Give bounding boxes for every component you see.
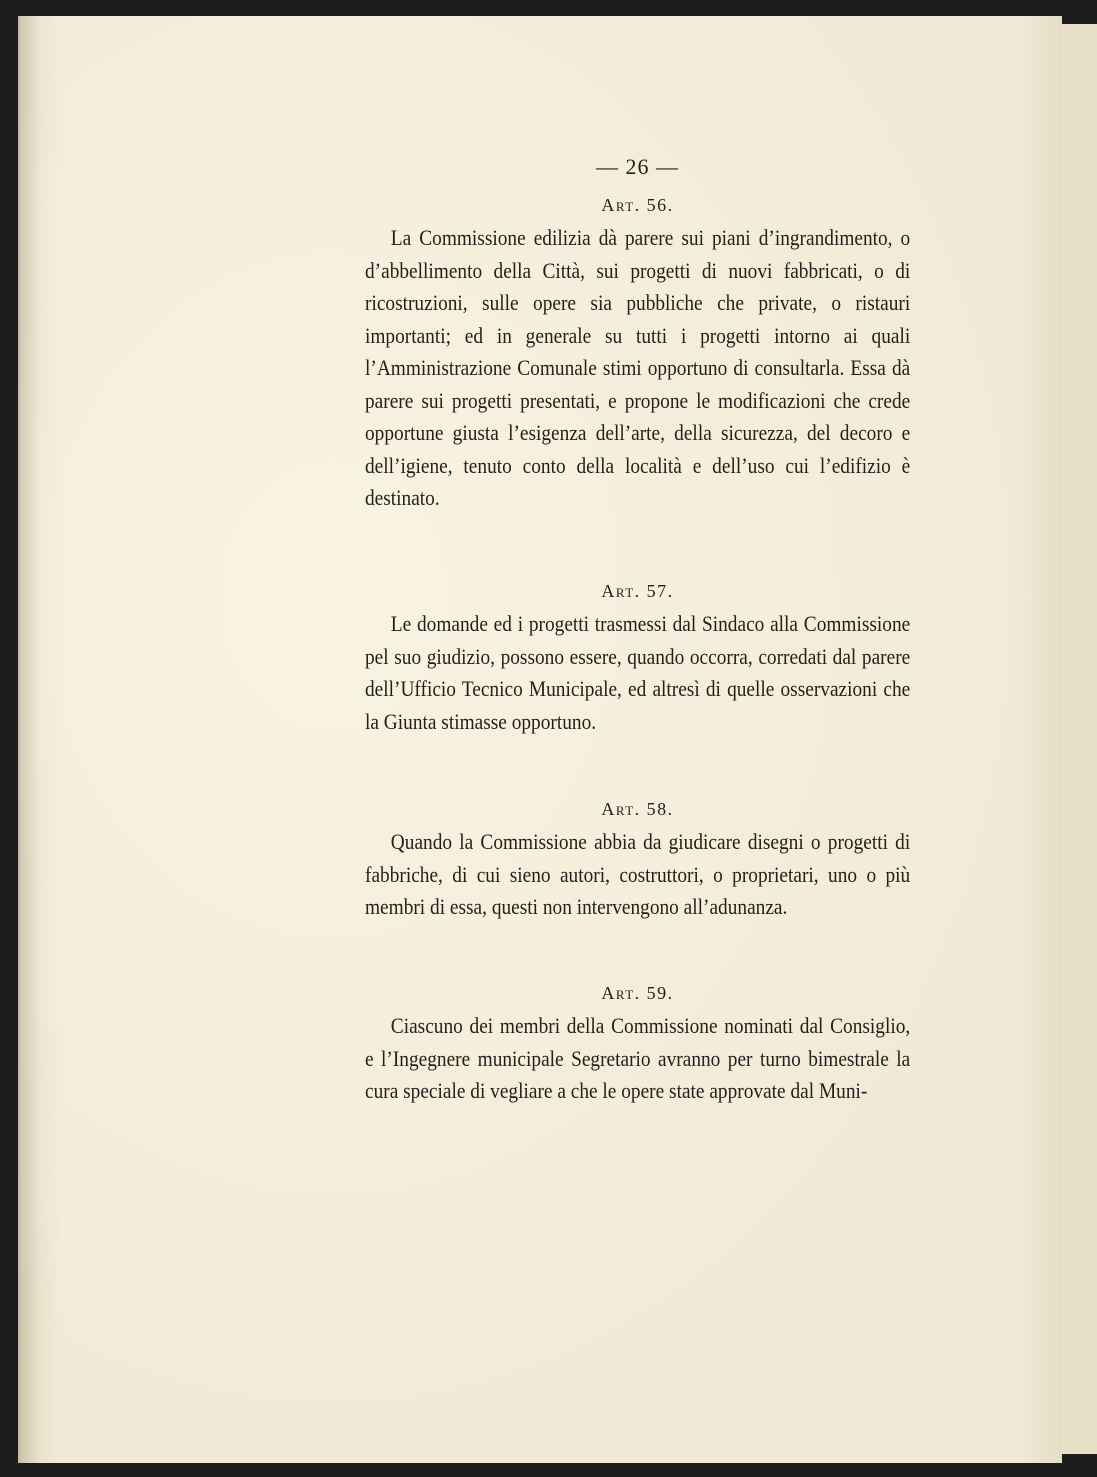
article-59-text: Ciascuno dei membri della Commissione nominati dal Consiglio, e l’Ingegnere municipale Segretario avranno per turno bimestrale la cura speciale di vegliare a che le opere state approvate dal Muni-: [365, 1013, 911, 1103]
page-number: — 26 —: [596, 154, 679, 179]
article-56-text: La Commissione edilizia dà parere sui piani d’ingrandimento, o d’abbellimento della Città, sui progetti di nuovi fabbricati, o di ricostruzioni, sulle opere sia pubbliche che private, o ristauri importanti; ed in generale su tutti i progetti intorno ai quali l’Amministrazione Comunale stimi opportuno di consultarla. Essa dà parere sui progetti presentati, e propone le modificazioni che crede opportune giusta l’esigenza dell’arte, della sicurezza, del decoro e dell’igiene, tenuto conto della località e dell’uso cui l’edifizio è destinato.: [365, 225, 911, 510]
article-59-title: Art. 59.: [601, 983, 674, 1003]
article-57-text: Le domande ed i progetti trasmessi dal Sindaco alla Commissione pel suo giudizio, possono essere, quando occorra, corredati dal parere dell’Ufficio Tecnico Municipale, ed altresì di quelle osservazioni che la Giunta stimasse opportuno.: [365, 611, 911, 734]
article-56-title: Art. 56.: [601, 195, 674, 215]
page-text-block: [365, 146, 910, 1140]
next-page-edge: [1060, 24, 1097, 1454]
page-fold-shadow: [18, 16, 40, 1463]
article-57-title: Art. 57.: [601, 581, 674, 601]
article-58-text: Quando la Commissione abbia da giudicare disegni o progetti di fabbriche, di cui sieno autori, costruttori, o proprietari, uno o più membri di essa, questi non intervengono all’adunanza.: [365, 829, 911, 919]
article-58-title: Art. 58.: [601, 799, 674, 819]
